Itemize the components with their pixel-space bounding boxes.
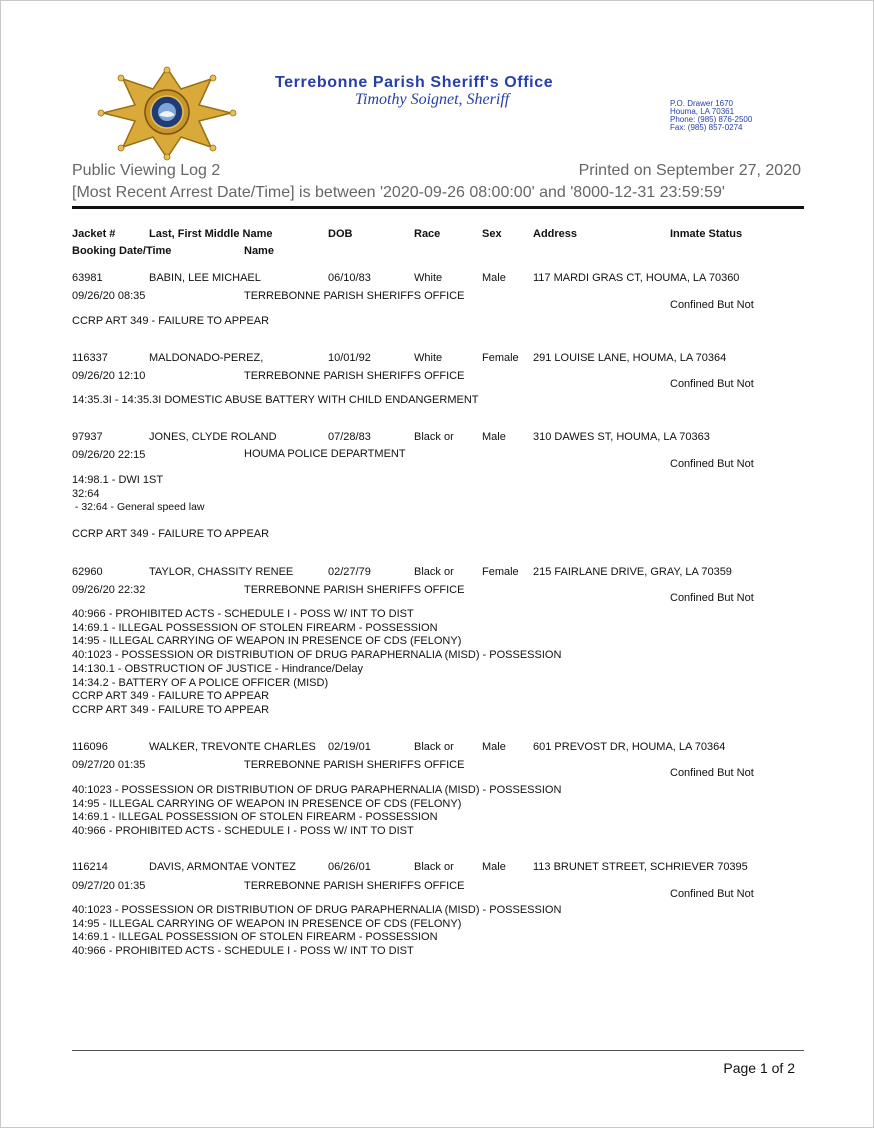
report-filter: [Most Recent Arrest Date/Time] is between '2020-09-26 08:00:00' and '8000-12-31 23:59:59' xyxy=(72,184,725,201)
charge-line: CCRP ART 349 - FAILURE TO APPEAR xyxy=(72,315,270,327)
sex: Female xyxy=(482,566,519,578)
charge-line: 14:130.1 - OBSTRUCTION OF JUSTICE - Hindrance/Delay xyxy=(72,662,363,675)
address: 601 PREVOST DR, HOUMA, LA 70364 xyxy=(533,741,726,753)
booking-datetime: 09/26/20 22:15 xyxy=(72,449,146,461)
date-of-birth: 02/27/79 xyxy=(328,566,371,578)
contact-line: Houma, LA 70361 xyxy=(670,107,735,116)
sex: Male xyxy=(482,431,506,443)
inmate-status: Confined But Not xyxy=(670,767,754,779)
sheriff-star-badge-icon xyxy=(95,65,239,161)
charge-line: 14:95 - ILLEGAL CARRYING OF WEAPON IN PRESENCE OF CDS (FELONY) xyxy=(72,917,462,930)
charge-line: 40:966 - PROHIBITED ACTS - SCHEDULE I - POSS W/ INT TO DIST xyxy=(72,608,414,620)
date-of-birth: 06/10/83 xyxy=(328,272,371,284)
charge-line: 40:1023 - POSSESSION OR DISTRIBUTION OF DRUG PARAPHERNALIA (MISD) - POSSESSION xyxy=(72,649,562,662)
inmate-name: BABIN, LEE MICHAEL xyxy=(149,272,261,284)
charge-spacer xyxy=(72,515,269,528)
booking-datetime: 09/27/20 01:35 xyxy=(72,759,146,771)
charge-list xyxy=(72,608,561,718)
charge-list xyxy=(72,474,269,542)
column-header-dob: DOB xyxy=(328,228,353,240)
inmate-name: WALKER, TREVONTE CHARLES xyxy=(149,741,316,753)
arresting-agency: HOUMA POLICE DEPARTMENT xyxy=(244,448,406,460)
page-number: Page 1 of 2 xyxy=(723,1060,795,1076)
address: 291 LOUISE LANE, HOUMA, LA 70364 xyxy=(533,352,727,364)
inmate-status: Confined But Not xyxy=(670,592,754,604)
charge-list xyxy=(72,784,561,839)
jacket-number: 116337 xyxy=(72,352,108,364)
charge-detail-line: - 32:64 - General speed law xyxy=(72,501,205,514)
date-of-birth: 10/01/92 xyxy=(328,352,371,364)
column-header-status: Inmate Status xyxy=(670,228,743,240)
contact-line: Phone: (985) 876-2500 xyxy=(670,115,753,124)
header-divider xyxy=(72,206,804,209)
printed-date: Printed on September 27, 2020 xyxy=(578,162,801,179)
jacket-number: 116214 xyxy=(72,861,108,873)
booking-datetime: 09/26/20 08:35 xyxy=(72,290,146,302)
booking-datetime: 09/27/20 01:35 xyxy=(72,880,146,892)
charge-list xyxy=(72,904,561,959)
column-header-jacket: Jacket # xyxy=(72,228,116,240)
charge-line: 14:95 - ILLEGAL CARRYING OF WEAPON IN PRESENCE OF CDS (FELONY) xyxy=(72,635,462,648)
charge-line: 14:98.1 - DWI 1ST xyxy=(72,474,164,486)
inmate-name: TAYLOR, CHASSITY RENEE xyxy=(149,566,294,578)
charge-line: CCRP ART 349 - FAILURE TO APPEAR xyxy=(72,703,270,716)
inmate-name: DAVIS, ARMONTAE VONTEZ xyxy=(149,861,296,873)
inmate-status: Confined But Not xyxy=(670,888,754,900)
charge-line: 14:95 - ILLEGAL CARRYING OF WEAPON IN PRESENCE OF CDS (FELONY) xyxy=(72,797,462,810)
column-header-race: Race xyxy=(414,228,441,240)
column-header-agency: Name xyxy=(244,245,274,257)
race: Black or xyxy=(414,431,454,443)
sex: Female xyxy=(482,352,519,364)
org-contact xyxy=(670,100,800,132)
address: 113 BRUNET STREET, SCHRIEVER 70395 xyxy=(533,861,748,873)
jacket-number: 116096 xyxy=(72,741,108,753)
org-name: Terrebonne Parish Sheriff's Office xyxy=(275,74,554,91)
address: 117 MARDI GRAS CT, HOUMA, LA 70360 xyxy=(533,272,740,284)
sex: Male xyxy=(482,272,506,284)
charge-list xyxy=(72,394,479,408)
jacket-number: 63981 xyxy=(72,272,103,284)
charge-line: 14:69.1 - ILLEGAL POSSESSION OF STOLEN FIREARM - POSSESSION xyxy=(72,931,438,944)
race: White xyxy=(414,352,443,364)
sex: Male xyxy=(482,741,506,753)
report-title: Public Viewing Log 2 xyxy=(72,162,221,179)
charge-line: 32:64 xyxy=(72,487,100,500)
inmate-status: Confined But Not xyxy=(670,299,754,311)
arresting-agency: TERREBONNE PARISH SHERIFFS OFFICE xyxy=(244,290,465,302)
charge-line: 14:34.2 - BATTERY OF A POLICE OFFICER (MISD) xyxy=(72,676,329,689)
charge-line: 40:966 - PROHIBITED ACTS - SCHEDULE I - POSS W/ INT TO DIST xyxy=(72,945,414,958)
inmate-status: Confined But Not xyxy=(670,378,754,390)
inmate-name: MALDONADO-PEREZ, xyxy=(149,352,264,364)
booking-datetime: 09/26/20 12:10 xyxy=(72,370,146,382)
charge-line: 14:35.3I - 14:35.3I DOMESTIC ABUSE BATTERY WITH CHILD ENDANGERMENT xyxy=(72,394,479,406)
charge-line: 40:966 - PROHIBITED ACTS - SCHEDULE I - POSS W/ INT TO DIST xyxy=(72,825,414,838)
inmate-name: JONES, CLYDE ROLAND xyxy=(149,431,277,443)
column-header-booking: Booking Date/Time xyxy=(72,245,172,257)
sex: Male xyxy=(482,861,506,873)
charge-line: CCRP ART 349 - FAILURE TO APPEAR xyxy=(72,528,270,541)
footer-divider xyxy=(72,1050,804,1051)
contact-line: Fax: (985) 857-0274 xyxy=(670,123,743,132)
charge-line: 40:1023 - POSSESSION OR DISTRIBUTION OF DRUG PARAPHERNALIA (MISD) - POSSESSION xyxy=(72,904,562,916)
charge-list xyxy=(72,315,269,329)
race: Black or xyxy=(414,566,454,578)
race: Black or xyxy=(414,741,454,753)
address: 310 DAWES ST, HOUMA, LA 70363 xyxy=(533,431,710,443)
sheriff-name: Timothy Soignet, Sheriff xyxy=(355,91,510,108)
arresting-agency: TERREBONNE PARISH SHERIFFS OFFICE xyxy=(244,584,465,596)
race: Black or xyxy=(414,861,454,873)
date-of-birth: 06/26/01 xyxy=(328,861,371,873)
column-header-address: Address xyxy=(533,228,578,240)
column-header-sex: Sex xyxy=(482,228,502,240)
arresting-agency: TERREBONNE PARISH SHERIFFS OFFICE xyxy=(244,759,465,771)
date-of-birth: 02/19/01 xyxy=(328,741,371,753)
charge-line: 14:69.1 - ILLEGAL POSSESSION OF STOLEN FIREARM - POSSESSION xyxy=(72,621,438,634)
arresting-agency: TERREBONNE PARISH SHERIFFS OFFICE xyxy=(244,370,465,382)
jacket-number: 97937 xyxy=(72,431,103,443)
date-of-birth: 07/28/83 xyxy=(328,431,371,443)
race: White xyxy=(414,272,443,284)
column-header-name: Last, First Middle Name xyxy=(149,228,273,240)
jacket-number: 62960 xyxy=(72,566,103,578)
inmate-status: Confined But Not xyxy=(670,458,754,470)
booking-datetime: 09/26/20 22:32 xyxy=(72,584,146,596)
charge-line: 14:69.1 - ILLEGAL POSSESSION OF STOLEN FIREARM - POSSESSION xyxy=(72,811,438,824)
address: 215 FAIRLANE DRIVE, GRAY, LA 70359 xyxy=(533,566,732,578)
contact-line: P.O. Drawer 1670 xyxy=(670,99,733,108)
arresting-agency: TERREBONNE PARISH SHERIFFS OFFICE xyxy=(244,880,465,892)
charge-line: CCRP ART 349 - FAILURE TO APPEAR xyxy=(72,690,270,703)
charge-line: 40:1023 - POSSESSION OR DISTRIBUTION OF DRUG PARAPHERNALIA (MISD) - POSSESSION xyxy=(72,784,562,796)
